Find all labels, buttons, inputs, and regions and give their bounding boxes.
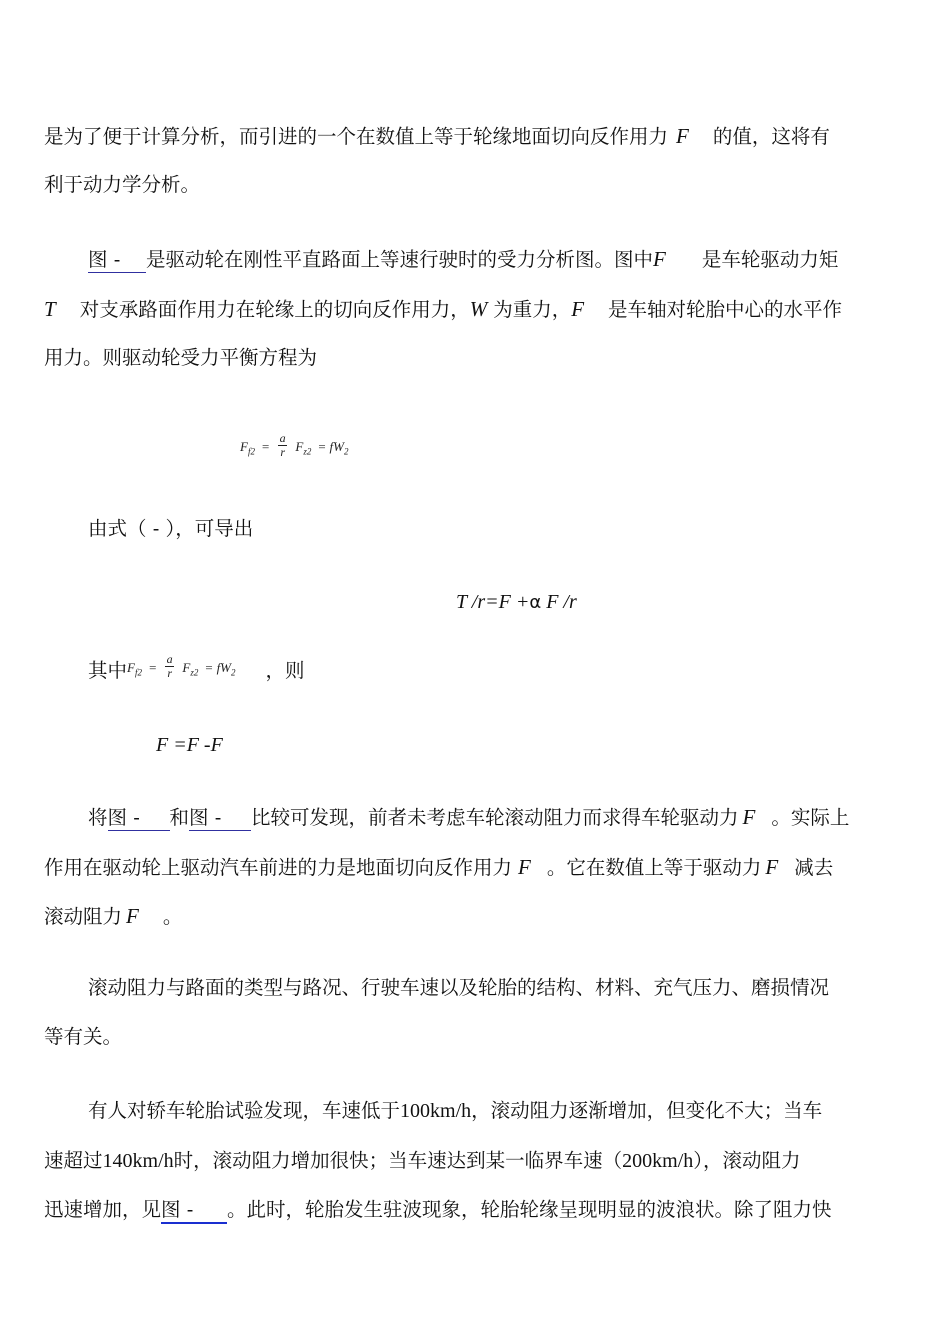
text: 是为了便于计算分析，而引进的一个在数值上等于轮缘地面切向反作用力 — [44, 125, 669, 148]
eq-subscript: f2 — [134, 667, 142, 678]
text: 。实际上 — [771, 806, 850, 829]
figure-link[interactable]: 图 - — [88, 248, 146, 273]
p2-line1 — [88, 246, 838, 273]
p5-line3 — [44, 903, 182, 930]
speed-value: 100km/h — [400, 1100, 472, 1122]
symbol-F: F — [126, 904, 139, 928]
text: 作用在驱动轮上驱动汽车前进的力是地面切向反作用力 — [44, 856, 513, 879]
eq-rhs: = fW — [317, 439, 344, 454]
p5-line1 — [88, 804, 849, 831]
speed-value: 140km/h — [102, 1150, 174, 1172]
p3-line: 由式（ - ），可导出 — [88, 517, 254, 540]
eq-equals: = — [261, 439, 270, 454]
p2-line3: 用力。则驱动轮受力平衡方程为 — [44, 346, 318, 369]
text: 是车轴对轮胎中心的水平作 — [608, 298, 843, 321]
p7-line2 — [44, 1148, 801, 1174]
speed-value: 200km/h — [622, 1150, 694, 1172]
eq-symbol: F — [240, 439, 248, 454]
symbol-F: F — [571, 297, 585, 321]
text: ），滚动阻力 — [693, 1149, 801, 1172]
eq-subscript: z2 — [303, 446, 312, 457]
eq-symbol: F — [127, 660, 135, 675]
text: 。它在数值上等于驱动力 — [546, 856, 762, 879]
symbol-F: F — [653, 247, 666, 271]
p4-line — [88, 652, 305, 686]
figure-link[interactable]: 图 - — [108, 806, 170, 831]
symbol-F: F — [765, 855, 779, 879]
symbol-T: T — [44, 297, 56, 321]
p6-line1: 滚动阻力与路面的类型与路况、行驶车速以及轮胎的结构、材料、充气压力、磨损情况 — [88, 976, 830, 999]
eq-fraction — [165, 653, 174, 680]
eq-symbol: F — [182, 660, 191, 675]
text: 有人对轿车轮胎试验发现，车速低于 — [88, 1099, 401, 1122]
eq-subscript: f2 — [247, 446, 255, 457]
symbol-W: W — [469, 297, 488, 321]
eq-denominator: r — [280, 445, 285, 459]
text: 。 — [162, 905, 183, 928]
text: 迅速增加，见 — [44, 1198, 162, 1221]
eq-numerator: a — [279, 431, 286, 445]
text: 是驱动轮在刚性平直路面上等速行驶时的受力分析图。图中 — [146, 248, 654, 271]
p7-line3 — [44, 1197, 832, 1224]
symbol-F: F — [518, 855, 531, 879]
eq-numerator: a — [166, 652, 173, 666]
text: ，则 — [265, 658, 305, 682]
figure-link[interactable]: 图 - — [189, 806, 251, 831]
text: 和 — [169, 806, 190, 829]
text: 滚动阻力 — [44, 905, 123, 928]
p1-line2: 利于动力学分析。 — [44, 173, 201, 196]
text: 的值，这将有 — [712, 125, 830, 148]
symbol-F: F — [676, 124, 689, 148]
eq-equals: = — [148, 660, 157, 675]
equation-3: F =F -F — [156, 734, 223, 756]
symbol-F: F — [742, 805, 756, 829]
text: 对支承路面作用力在轮缘上的切向反作用力， — [79, 298, 470, 321]
text: 减去 — [794, 856, 834, 879]
text: 将 — [88, 806, 108, 829]
eq-subscript: z2 — [190, 667, 199, 678]
eq-alpha: α — [529, 592, 542, 613]
p6-line2: 等有关。 — [44, 1025, 123, 1048]
eq-denominator: r — [167, 666, 172, 680]
p5-line2 — [44, 854, 833, 881]
eq-subscript: 2 — [231, 667, 236, 678]
p2-line2 — [44, 296, 842, 323]
text: ，滚动阻力逐渐增加，但变化不大；当车 — [471, 1099, 823, 1122]
text: 比较可发现，前者未考虑车轮滚动阻力而求得车轮驱动力 — [251, 806, 739, 829]
eq-part: T /r=F + — [456, 591, 530, 613]
text: 速超过 — [44, 1149, 103, 1172]
eq-subscript: 2 — [344, 446, 349, 457]
text: 时，滚动阻力增加很快；当车速达到某一临界车速（ — [173, 1149, 623, 1172]
equation-2 — [456, 589, 577, 616]
text: 是车轮驱动力矩 — [701, 248, 839, 271]
p1-line1 — [44, 123, 830, 150]
text: 其中 — [88, 658, 128, 682]
text: 为重力， — [493, 298, 572, 321]
eq-symbol: F — [295, 439, 304, 454]
p7-line1 — [88, 1098, 822, 1124]
eq-fraction — [278, 432, 287, 459]
eq-rhs: = fW — [204, 660, 232, 675]
figure-link[interactable]: 图 - — [161, 1198, 227, 1224]
equation-1 — [240, 432, 349, 465]
eq-part: F /r — [541, 591, 577, 613]
text: 。此时，轮胎发生驻波现象，轮胎轮缘呈现明显的波浪状。除了阻力快 — [227, 1198, 832, 1221]
